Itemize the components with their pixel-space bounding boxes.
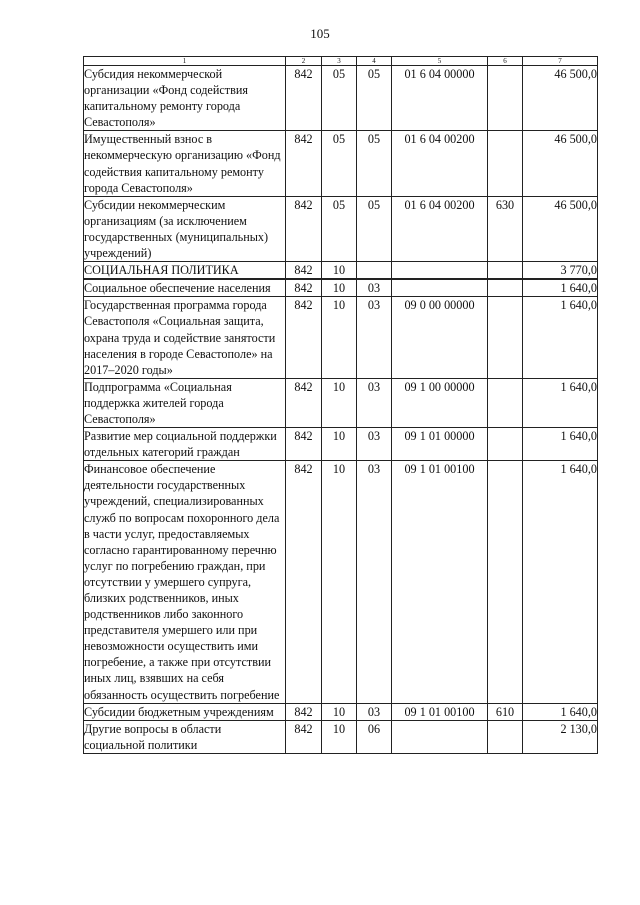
page-number: 105	[310, 26, 330, 41]
row-gr: 842	[286, 428, 322, 461]
row-gr: 842	[286, 196, 322, 261]
row-csr: 09 0 00 00000	[392, 297, 488, 378]
row-pr: 03	[357, 297, 392, 378]
row-vr	[488, 297, 523, 378]
row-csr	[392, 720, 488, 753]
row-rz: 10	[322, 461, 357, 703]
table-row	[84, 279, 598, 297]
row-gr: 842	[286, 720, 322, 753]
column-number-1: 1	[84, 57, 286, 66]
row-pr	[357, 262, 392, 280]
row-pr: 03	[357, 461, 392, 703]
table-row	[84, 703, 598, 720]
row-name: Подпрограмма «Социальная поддержка жителей города Севастополя»	[84, 378, 286, 427]
row-sum: 1 640,0	[523, 703, 598, 720]
row-sum: 46 500,0	[523, 196, 598, 261]
row-gr: 842	[286, 66, 322, 131]
row-vr	[488, 720, 523, 753]
column-number-5: 5	[392, 57, 488, 66]
row-csr: 09 1 01 00100	[392, 703, 488, 720]
row-rz: 05	[322, 196, 357, 261]
row-gr: 842	[286, 461, 322, 703]
row-sum: 1 640,0	[523, 461, 598, 703]
row-csr: 09 1 01 00000	[392, 428, 488, 461]
table-row	[84, 428, 598, 461]
row-vr	[488, 428, 523, 461]
row-sum: 1 640,0	[523, 279, 598, 297]
row-sum: 2 130,0	[523, 720, 598, 753]
row-rz: 10	[322, 262, 357, 280]
row-name: Развитие мер социальной поддержки отдельных категорий граждан	[84, 428, 286, 461]
column-number-6: 6	[488, 57, 523, 66]
row-vr: 630	[488, 196, 523, 261]
row-name: Государственная программа города Севастополя «Социальная защита, охрана труда и содействие занятости населения в городе Севастополе» на 2017–2020 годы»	[84, 297, 286, 378]
row-name: Субсидия некоммерческой организации «Фонд содействия капитальному ремонту города Севастополя»	[84, 66, 286, 131]
row-sum: 1 640,0	[523, 378, 598, 427]
row-name: Имущественный взнос в некоммерческую организацию «Фонд содействия капитальному ремонту города Севастополя»	[84, 131, 286, 196]
table-row	[84, 461, 598, 703]
row-pr: 06	[357, 720, 392, 753]
row-sum: 46 500,0	[523, 131, 598, 196]
row-gr: 842	[286, 131, 322, 196]
row-rz: 05	[322, 131, 357, 196]
row-vr	[488, 378, 523, 427]
row-name: Субсидии некоммерческим организациям (за исключением государственных (муниципальных) учреждений)	[84, 196, 286, 261]
row-csr: 09 1 00 00000	[392, 378, 488, 427]
row-csr	[392, 262, 488, 280]
row-sum: 1 640,0	[523, 297, 598, 378]
table-row	[84, 131, 598, 196]
row-csr	[392, 279, 488, 297]
row-csr: 09 1 01 00100	[392, 461, 488, 703]
table-row	[84, 196, 598, 261]
row-pr: 05	[357, 196, 392, 261]
row-csr: 01 6 04 00200	[392, 196, 488, 261]
row-pr: 03	[357, 428, 392, 461]
table-row	[84, 66, 598, 131]
row-gr: 842	[286, 703, 322, 720]
row-rz: 10	[322, 703, 357, 720]
row-pr: 05	[357, 66, 392, 131]
row-pr: 03	[357, 378, 392, 427]
column-number-7: 7	[523, 57, 598, 66]
row-name: Другие вопросы в области социальной политики	[84, 720, 286, 753]
row-rz: 10	[322, 378, 357, 427]
row-name: Финансовое обеспечение деятельности государственных учреждений, специализированных служб по вопросам похоронного дела в части услуг, предоставляемых согласно гарантированному перечню услуг по погребению граждан, при отсутствии у умершего супруга, близких родственников, иных родственников либо законного представителя умершего или при невозможности осуществить ими погребение, а также при отсутствии иных лиц, взявших на себя обязанность осуществить погребение	[84, 461, 286, 703]
row-sum: 1 640,0	[523, 428, 598, 461]
row-name: Субсидии бюджетным учреждениям	[84, 703, 286, 720]
row-vr	[488, 66, 523, 131]
row-vr	[488, 461, 523, 703]
row-pr: 03	[357, 279, 392, 297]
row-vr	[488, 279, 523, 297]
row-sum: 3 770,0	[523, 262, 598, 280]
column-number-2: 2	[286, 57, 322, 66]
table-row	[84, 378, 598, 427]
row-rz: 10	[322, 428, 357, 461]
row-vr	[488, 262, 523, 280]
row-rz: 10	[322, 297, 357, 378]
table-row	[84, 720, 598, 753]
row-gr: 842	[286, 262, 322, 280]
row-csr: 01 6 04 00200	[392, 131, 488, 196]
row-sum: 46 500,0	[523, 66, 598, 131]
table-row	[84, 297, 598, 378]
row-name: СОЦИАЛЬНАЯ ПОЛИТИКА	[84, 262, 286, 280]
row-rz: 05	[322, 66, 357, 131]
row-gr: 842	[286, 378, 322, 427]
column-number-3: 3	[322, 57, 357, 66]
row-pr: 03	[357, 703, 392, 720]
row-name: Социальное обеспечение населения	[84, 279, 286, 297]
budget-table	[83, 56, 598, 754]
row-gr: 842	[286, 297, 322, 378]
table-header-row	[84, 57, 598, 66]
row-csr: 01 6 04 00000	[392, 66, 488, 131]
row-pr: 05	[357, 131, 392, 196]
row-vr	[488, 131, 523, 196]
row-rz: 10	[322, 279, 357, 297]
row-gr: 842	[286, 279, 322, 297]
row-rz: 10	[322, 720, 357, 753]
column-number-4: 4	[357, 57, 392, 66]
row-vr: 610	[488, 703, 523, 720]
table-row	[84, 262, 598, 280]
